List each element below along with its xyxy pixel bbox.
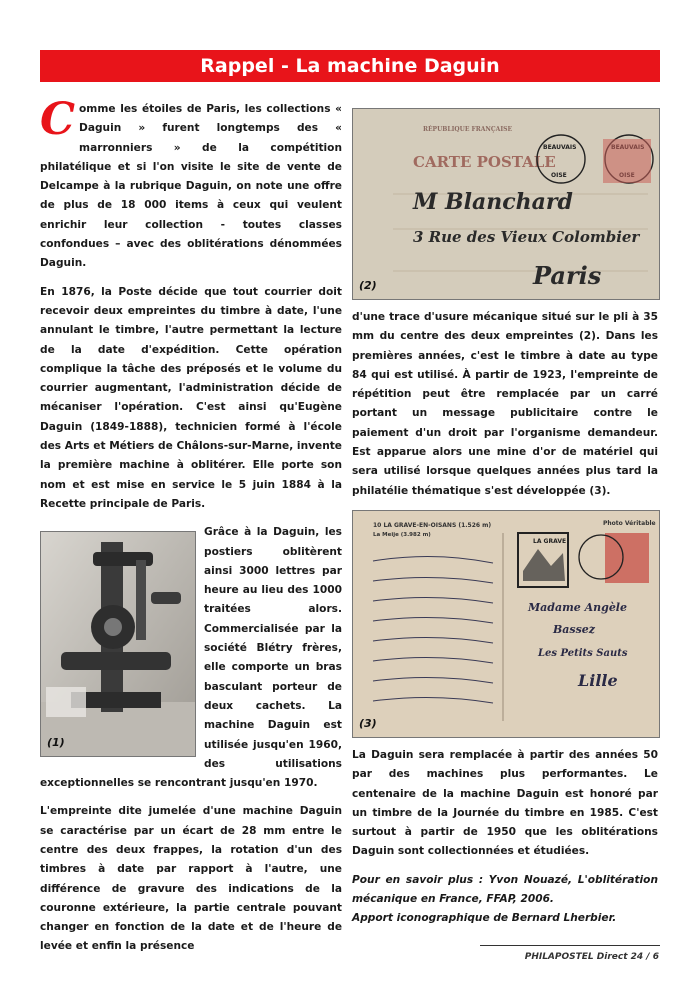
postcard-3-illustration xyxy=(353,511,659,737)
figure-1-label: (1) xyxy=(47,735,65,749)
page-title: Rappel - La machine Daguin xyxy=(40,50,660,82)
figure-1-daguin-machine-photo xyxy=(40,531,196,757)
stamp-dept-left: OISE xyxy=(551,172,567,179)
card-header-text: RÉPUBLIQUE FRANÇAISE xyxy=(423,126,513,133)
figure-2-postcard-beauvais xyxy=(352,108,660,300)
figure-3-label: (3) xyxy=(359,716,377,730)
card3-addr2: Bassez xyxy=(553,622,596,636)
reference-credit: Pour en savoir plus : Yvon Nouazé, L'oblitération mécanique en France, FFAP, 2006. xyxy=(352,873,658,906)
postcard-illustration xyxy=(353,109,659,299)
card3-stamp-town: LA GRAVE xyxy=(533,537,567,545)
performance-paragraph: Grâce à la Daguin, les postiers oblitèrent ainsi 3000 lettres par heure au lieu des 1000 traitées alors. Commercialisée par la société Blétry frères, elle comporte un bras basculant porteur de deux cachets. La machine Daguin est utilisée jusqu'en 1960, des utilisations exceptionnelles se rencontrant jusqu'en 1970. xyxy=(40,526,342,790)
card-heading-text: CARTE POSTALE xyxy=(413,153,556,171)
machine-illustration xyxy=(41,532,195,756)
page-footer: PHILAPOSTEL Direct 24 / 6 xyxy=(524,952,659,962)
drop-cap: C xyxy=(40,94,76,145)
figure-3-postcard-la-grave xyxy=(352,510,660,738)
stamp-town-left: BEAUVAIS xyxy=(543,144,577,151)
imprint-paragraph: L'empreinte dite jumelée d'une machine Daguin se caractérise par un écart de 28 mm entre le centre des deux frappes, la rotation d'un des timbres à date par rapport à l'autre, une différence de gravure des indications de la couronne extérieure, la partie centrale pouvant changer en fonction de la date et de l'heure de levée et enfin la présence xyxy=(40,805,342,953)
card-city-text: Paris xyxy=(533,261,602,290)
left-column xyxy=(40,94,342,966)
footer-rule xyxy=(480,945,660,946)
right-column xyxy=(352,100,658,938)
card-address-text: 3 Rue des Vieux Colombier xyxy=(413,228,640,246)
card3-addr3: Les Petits Sauts xyxy=(538,647,628,659)
history-paragraph: En 1876, la Poste décide que tout courrier doit recevoir deux empreintes du timbre à date, l'une annulant le timbre, l'autre permettant la lecture de la date d'expédition. Cette opération complique la tâche des préposés et le volume du courrier augmentant, l'administration décide de mécaniser l'opération. C'est ainsi qu'Eugène Daguin (1849-1888), technicien formé à l'école des Arts et Métiers de Châlons-sur-Marne, invente la première machine à oblitérer. Elle porte son nom et est mise en service le 5 juin 1884 à la Recette principale de Paris. xyxy=(40,285,342,510)
figure-2-label: (2) xyxy=(359,278,377,292)
card3-subcaption: La Meije (3.982 m) xyxy=(373,531,431,538)
usage-paragraph: d'une trace d'usure mécanique situé sur le pli à 35 mm du centre des deux empreintes (2). Dans les premières années, c'est le timbre à date au type 84 qui est utilisé. À partir de 1923, l'empreinte de répétition peut être remplacée par un carré portant un message publicitaire contre le paiement d'un droit par l'organisme demandeur. Est apparue alors une mine d'or de matériel qui sera utilisé lorsque quelques années plus tard la philatélie thématique s'est développée (3). xyxy=(352,311,658,497)
legacy-paragraph: La Daguin sera remplacée à partir des années 50 par des machines plus performantes. Le centenaire de la machine Daguin est honoré par un timbre de la Journée du timbre en 1985. C'est surtout à partir de 1950 que les oblitérations Daguin sont collectionnées et étudiées. xyxy=(352,748,658,858)
intro-paragraph: C omme les étoiles de Paris, les collections « Daguin » furent longtemps des « marronniers » de la compétition philatélique et si l'on visite le site de vente de Delcampe à la rubrique Daguin, on note une offre de plus de 18 000 items à ceux qui veulent enrichir leur collection - toutes classes confondues – avec des oblitérations dénommées Daguin. xyxy=(40,94,342,270)
card3-addr4: Lille xyxy=(578,670,618,690)
iconography-credit: Apport iconographique de Bernard Lherbier. xyxy=(352,912,617,925)
card-name-text: M Blanchard xyxy=(413,189,573,215)
card3-label: Photo Véritable xyxy=(603,519,656,527)
card3-caption: 10 LA GRAVE-EN-OISANS (1.526 m) xyxy=(373,521,492,529)
card3-addr1: Madame Angèle xyxy=(528,600,627,614)
